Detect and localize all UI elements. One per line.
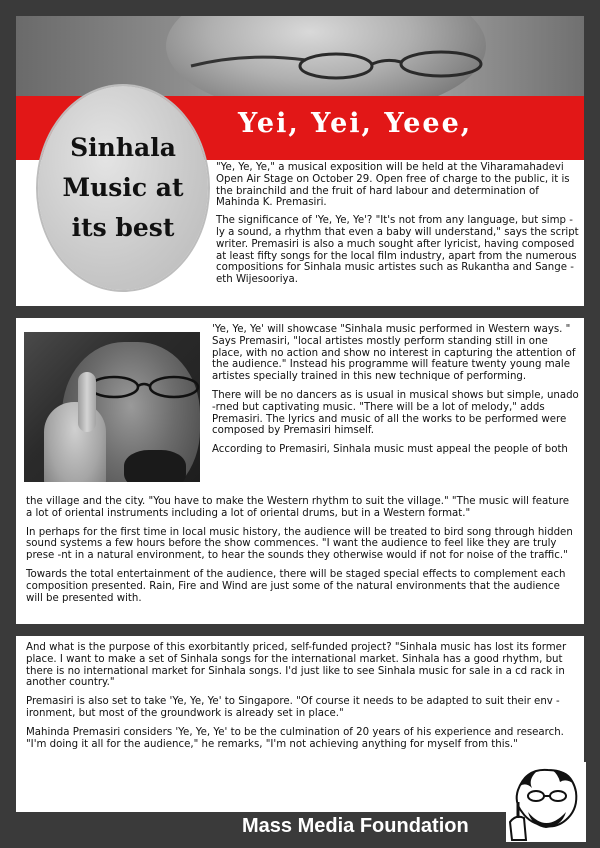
header-photo [16, 16, 584, 98]
paragraph: According to Premasiri, Sinhala music must appeal the people of both [212, 444, 568, 456]
hand [44, 402, 106, 482]
purpose-panel [16, 636, 584, 812]
paragraph: "Ye, Ye, Ye," a musical exposition will be held at the Viharamahadevi Open Air Stage on October 29. Open free of charge to the public, it is the brainchild and the fruit of hard labour and determination of Mahinda K. Premasiri. [216, 162, 570, 209]
intro-text [216, 162, 580, 292]
beard [124, 450, 186, 482]
footer-title: Mass Media Foundation [242, 815, 469, 837]
paragraph: the village and the city. "You have to make the Western rhythm to suit the village." "The music will feature a lot of oriental instruments including a lot of oriental drums, but in a Western format." [26, 496, 569, 519]
tagline-line-1: Sinhala [70, 133, 176, 162]
showcase-text [212, 324, 580, 463]
paragraph: In perhaps for the first time in local music history, the audience will be treated to bird song through hidden sound systems a few hours before the show commences. "I want the audience to feel like they are truly prese -nt in a natural environment, to hear the sounds they otherwise would if not for noise of the traffic." [26, 526, 573, 562]
headline: Yei, Yei, Yeee, [238, 108, 473, 139]
glasses-graphic [84, 372, 200, 402]
environment-panel [16, 492, 584, 624]
paragraph: There will be no dancers as is usual in musical shows but simple, unado -rned but captivating music. "There will be a lot of melody," adds Premasiri. The lyrics and music of all the works to be performed were composed by Premasiri himself. [212, 389, 579, 437]
caricature-logo [506, 762, 586, 842]
paragraph: The significance of 'Ye, Ye, Ye'? "It's not from any language, but simp -ly a sound, a rhythm that even a baby will understand," says the script writer. Premasiri is also a much sought after lyricist, having composed at least fifty songs for the local film industry, apart from the numerous compositions for Sinhala music artistes such as Rukantha and Sange -eth Wijesooriya. [216, 215, 579, 286]
paragraph: Premasiri is also set to take 'Ye, Ye, Ye' to Singapore. "Of course it needs to be adapted to suit their env -ironment, but most of the groundwork is already set in place." [26, 696, 560, 719]
environment-text [26, 496, 578, 611]
tagline-line-3: its best [71, 213, 175, 242]
paragraph: 'Ye, Ye, Ye' will showcase "Sinhala music performed in Western ways. " Says Premasiri, "local artistes mostly perform standing still in one place, with no action and show no interest in capturing the attention of the audience." Instead his programme will feature twenty young male artistes specially trained in this new technique of performing. [212, 324, 576, 383]
portrait-photo [24, 332, 200, 482]
paragraph: Mahinda Premasiri considers 'Ye, Ye, Ye' to be the culmination of 20 years of his experience and research. "I'm doing it all for the audience," he remarks, "I'm not achieving anything for myself from this." [26, 726, 564, 750]
paragraph: And what is the purpose of this exorbitantly priced, self-funded project? "Sinhala music has lost its former place. I want to make a set of Sinhala songs for the international market. Sinhala has a good rhythm, but there is no international market for Sinhala songs. I'd just like to see Sinhala music for sale in a cd rack in another country." [26, 642, 567, 689]
purpose-text [26, 642, 578, 757]
tagline [38, 128, 208, 248]
tagline-line-2: Music at [62, 173, 184, 202]
glasses-graphic [186, 50, 516, 80]
paragraph: Towards the total entertainment of the audience, there will be staged special effects to complement each composition presented. Rain, Fire and Wind are just some of the natural environments that the audience will be presented with. [26, 568, 566, 604]
showcase-panel [16, 318, 584, 494]
raised-finger [78, 372, 96, 432]
header-panel [16, 16, 584, 306]
